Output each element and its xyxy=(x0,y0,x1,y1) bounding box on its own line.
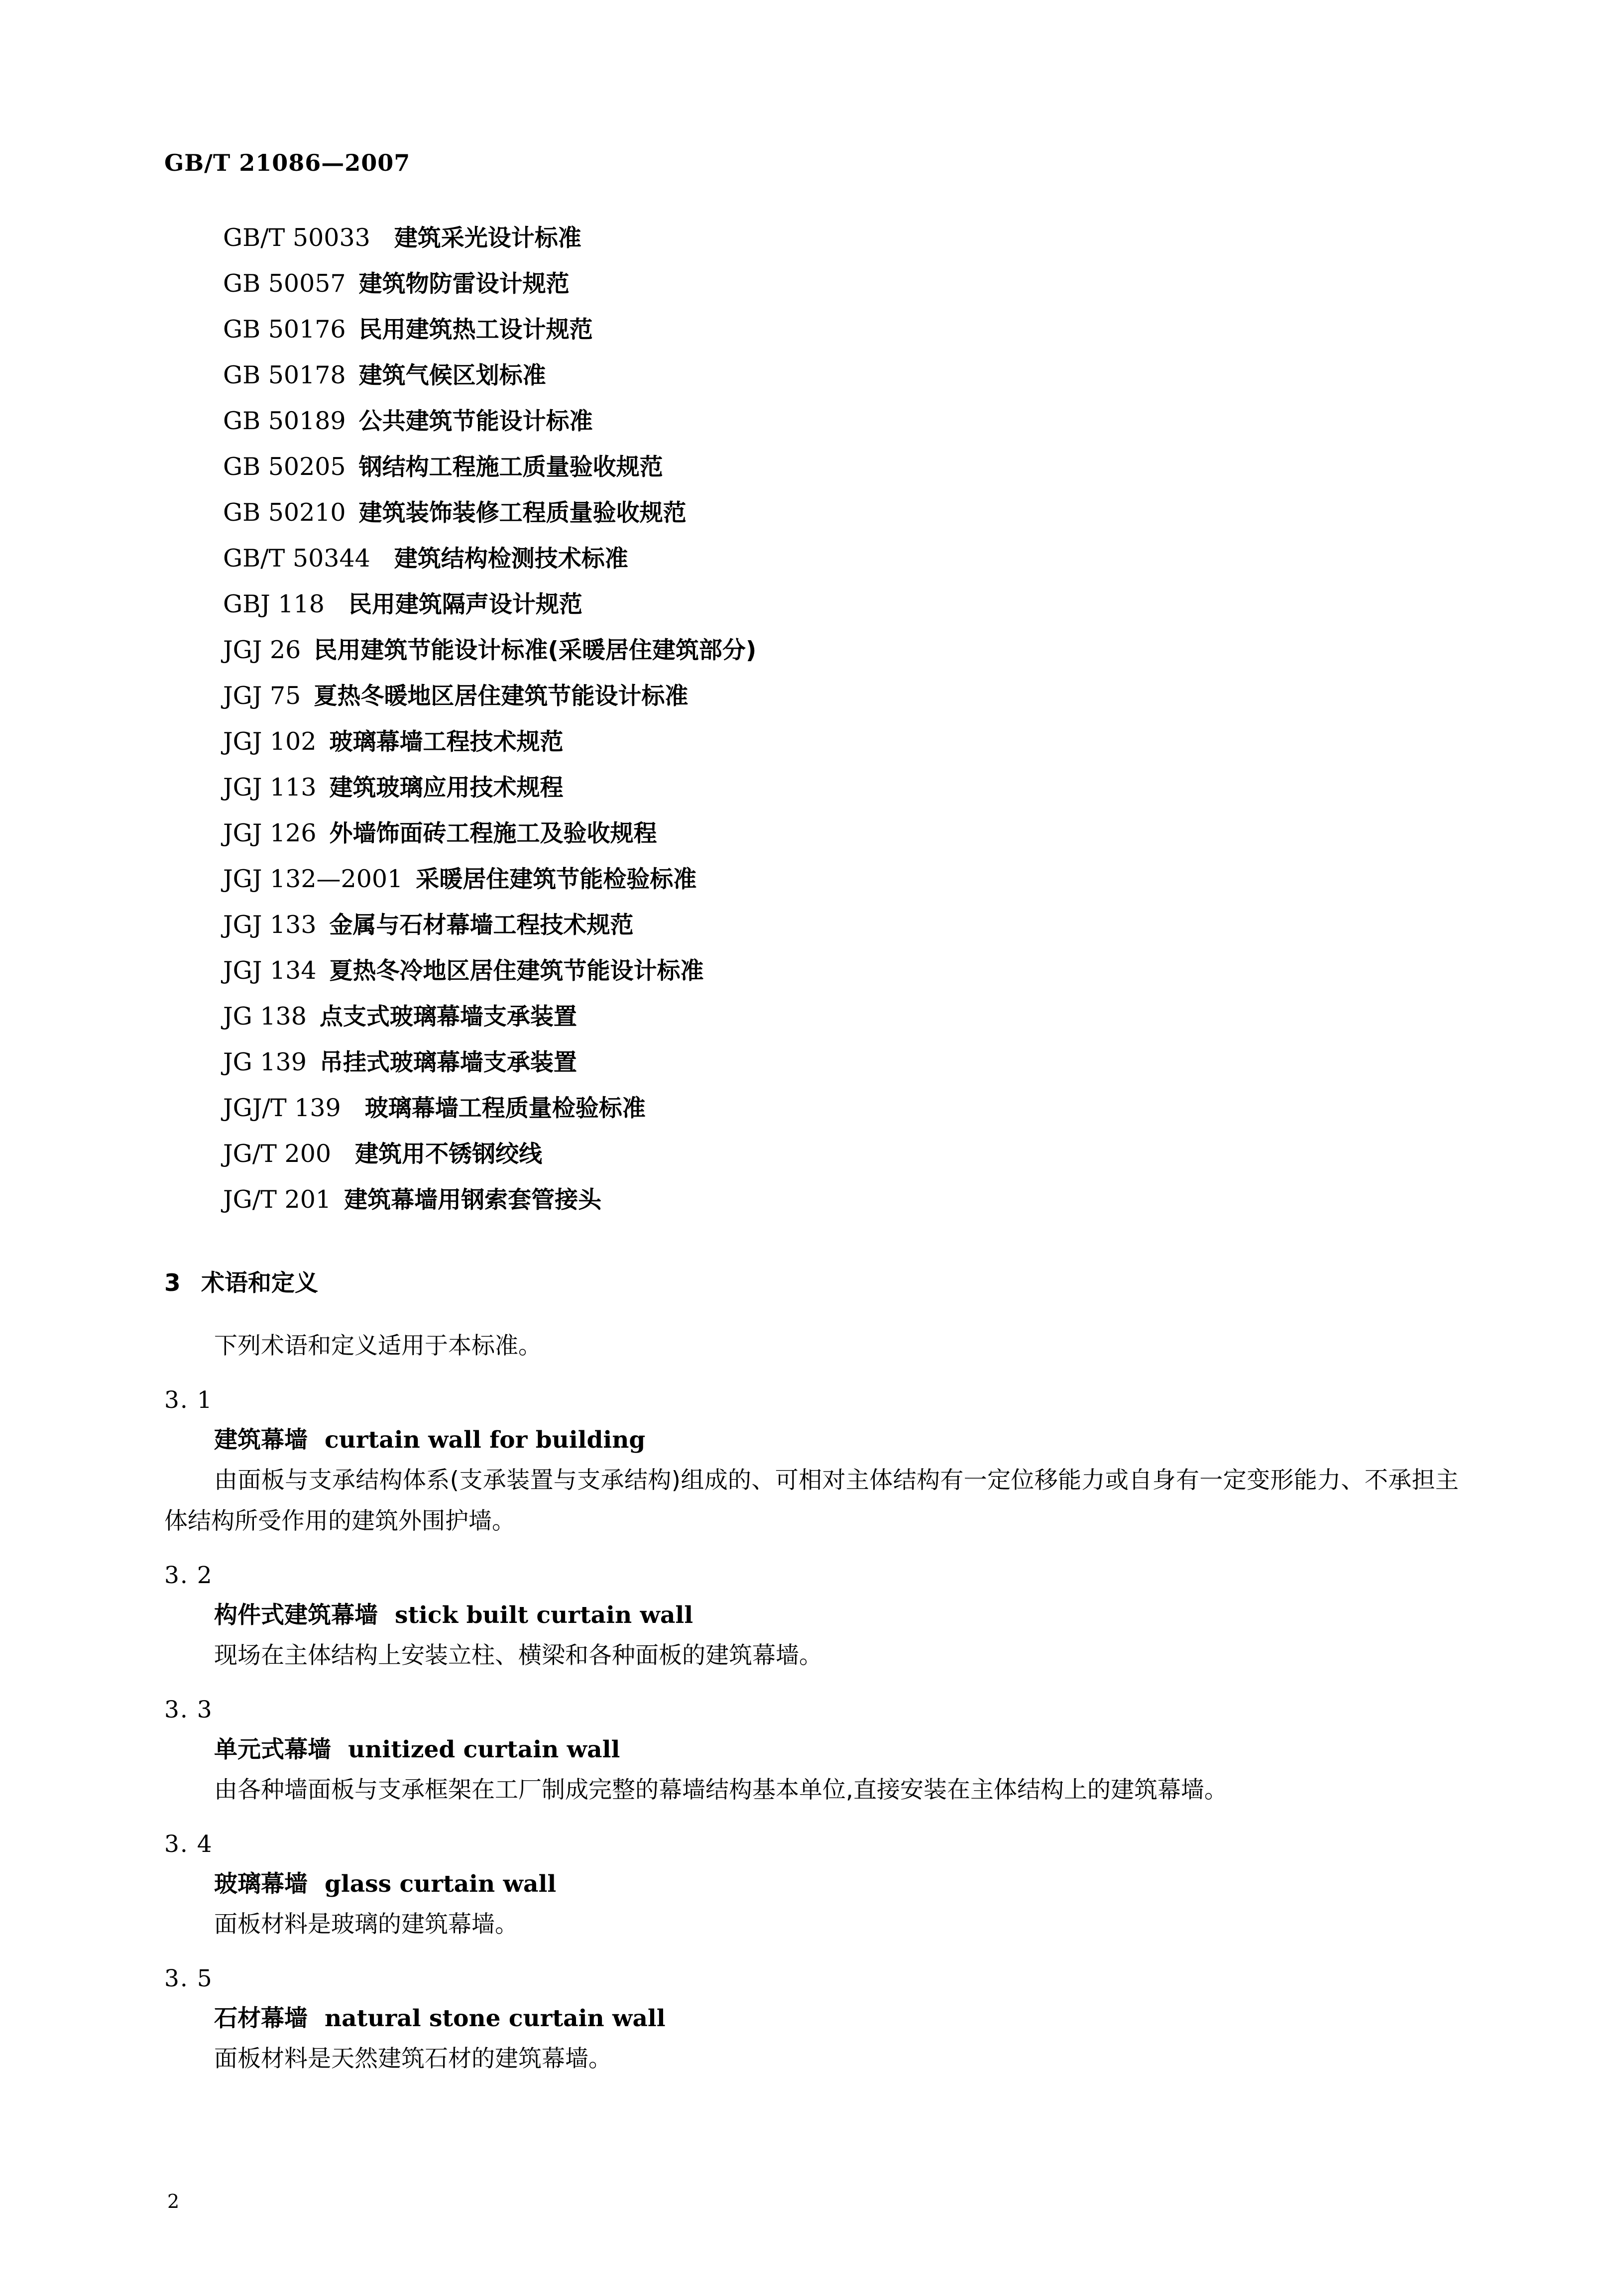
reference-title: 民用建筑隔声设计规范 xyxy=(348,591,582,618)
term-number: 3. 4 xyxy=(164,1831,213,1858)
clause-3-heading xyxy=(164,1264,1459,1298)
reference-title: 建筑气候区划标准 xyxy=(358,362,546,389)
reference-code: JGJ 133 xyxy=(223,911,317,939)
term-name-english: glass curtain wall xyxy=(325,1870,557,1898)
term-name-row xyxy=(164,1864,1459,1904)
term-definition-list xyxy=(164,1380,1459,2079)
reference-code: JGJ/T 139 xyxy=(223,1094,341,1122)
term-entry xyxy=(164,1556,1459,1676)
reference-title: 夏热冬冷地区居住建筑节能设计标准 xyxy=(329,957,704,985)
term-name-row xyxy=(164,1999,1459,2039)
normative-reference-item xyxy=(164,627,1459,673)
reference-title: 钢结构工程施工质量验收规范 xyxy=(358,454,663,481)
term-number: 3. 3 xyxy=(164,1696,213,1723)
reference-title: 建筑装饰装修工程质量验收规范 xyxy=(358,499,687,527)
reference-title: 建筑结构检测技术标准 xyxy=(394,545,628,573)
reference-title: 建筑用不锈钢绞线 xyxy=(355,1141,543,1168)
term-name-row xyxy=(164,1596,1459,1635)
normative-reference-item xyxy=(164,1085,1459,1131)
term-name-english: curtain wall for building xyxy=(325,1426,646,1454)
term-name-chinese: 单元式幕墙 xyxy=(214,1736,331,1763)
reference-code: JGJ 26 xyxy=(223,636,301,664)
reference-code: JGJ 126 xyxy=(223,819,317,847)
reference-code: JGJ 134 xyxy=(223,956,317,985)
term-name-english: stick built curtain wall xyxy=(395,1602,693,1629)
normative-reference-item xyxy=(164,536,1459,581)
normative-reference-item xyxy=(164,215,1459,261)
term-definition: 由面板与支承结构体系(支承装置与支承结构)组成的、可相对主体结构有一定位移能力或自身有一定变形能力、不承担主体结构所受作用的建筑外围护墙。 xyxy=(164,1467,1459,1535)
normative-reference-item xyxy=(164,261,1459,307)
reference-title: 金属与石材幕墙工程技术规范 xyxy=(329,912,634,939)
normative-reference-item xyxy=(164,1177,1459,1223)
clause-3-title: 术语和定义 xyxy=(201,1269,318,1297)
reference-title: 建筑物防雷设计规范 xyxy=(358,270,570,298)
normative-reference-item xyxy=(164,902,1459,948)
normative-reference-item xyxy=(164,581,1459,627)
reference-code: GBJ 118 xyxy=(223,590,325,618)
normative-reference-item xyxy=(164,994,1459,1039)
term-number: 3. 2 xyxy=(164,1562,213,1589)
normative-reference-item xyxy=(164,307,1459,352)
reference-code: JGJ 113 xyxy=(223,773,317,802)
term-definition: 面板材料是天然建筑石材的建筑幕墙。 xyxy=(214,2045,612,2072)
reference-code: GB/T 50344 xyxy=(223,544,370,573)
normative-reference-item xyxy=(164,1131,1459,1177)
term-name-chinese: 石材幕墙 xyxy=(214,2005,308,2032)
reference-code: JG 138 xyxy=(223,1002,307,1031)
term-entry xyxy=(164,1690,1459,1811)
reference-title: 民用建筑节能设计标准(采暖居住建筑部分) xyxy=(314,637,757,664)
term-name-row xyxy=(164,1420,1459,1460)
term-definition: 由各种墙面板与支承框架在工厂制成完整的幕墙结构基本单位,直接安装在主体结构上的建筑幕墙。 xyxy=(214,1776,1228,1804)
reference-code: GB 50176 xyxy=(223,315,346,344)
reference-code: GB 50189 xyxy=(223,407,346,435)
normative-reference-list xyxy=(164,215,1459,1223)
reference-code: GB 50178 xyxy=(223,361,346,389)
reference-code: JG/T 201 xyxy=(223,1185,332,1214)
reference-title: 建筑采光设计标准 xyxy=(394,225,581,252)
reference-title: 玻璃幕墙工程技术规范 xyxy=(329,728,564,756)
reference-title: 民用建筑热工设计规范 xyxy=(358,316,593,344)
term-entry xyxy=(164,1380,1459,1542)
reference-code: GB 50210 xyxy=(223,498,346,527)
normative-reference-item xyxy=(164,352,1459,398)
reference-code: JGJ 75 xyxy=(223,682,301,710)
page-content xyxy=(164,215,1459,2079)
clause-3-number: 3 xyxy=(164,1269,181,1297)
reference-title: 玻璃幕墙工程质量检验标准 xyxy=(364,1095,646,1122)
term-entry xyxy=(164,1959,1459,2079)
normative-reference-item xyxy=(164,765,1459,810)
reference-title: 建筑幕墙用钢索套管接头 xyxy=(344,1186,602,1214)
reference-title: 外墙饰面砖工程施工及验收规程 xyxy=(329,820,657,847)
reference-title: 夏热冬暖地区居住建筑节能设计标准 xyxy=(314,683,689,710)
normative-reference-item xyxy=(164,810,1459,856)
normative-reference-item xyxy=(164,948,1459,994)
term-number: 3. 5 xyxy=(164,1965,213,1992)
reference-code: GB/T 50033 xyxy=(223,224,370,252)
clause-3-lead-paragraph: 下列术语和定义适用于本标准。 xyxy=(214,1332,542,1360)
term-name-chinese: 构件式建筑幕墙 xyxy=(214,1602,378,1629)
term-definition: 面板材料是玻璃的建筑幕墙。 xyxy=(214,1911,518,1938)
reference-title: 建筑玻璃应用技术规程 xyxy=(329,774,564,802)
normative-reference-item xyxy=(164,444,1459,490)
reference-code: JGJ 132—2001 xyxy=(223,865,403,893)
term-definition: 现场在主体结构上安装立柱、横梁和各种面板的建筑幕墙。 xyxy=(214,1642,822,1669)
reference-title: 采暖居住建筑节能检验标准 xyxy=(416,866,697,893)
term-name-english: natural stone curtain wall xyxy=(325,2005,666,2032)
term-entry xyxy=(164,1825,1459,1945)
reference-code: JGJ 102 xyxy=(223,727,317,756)
term-number: 3. 1 xyxy=(164,1386,213,1414)
normative-reference-item xyxy=(164,398,1459,444)
term-name-row xyxy=(164,1730,1459,1770)
normative-reference-item xyxy=(164,490,1459,536)
reference-code: GB 50205 xyxy=(223,453,346,481)
term-name-chinese: 建筑幕墙 xyxy=(214,1426,308,1454)
term-name-english: unitized curtain wall xyxy=(348,1736,620,1763)
reference-code: JG 139 xyxy=(223,1048,307,1076)
term-name-chinese: 玻璃幕墙 xyxy=(214,1870,308,1898)
reference-title: 吊挂式玻璃幕墙支承装置 xyxy=(319,1049,577,1076)
reference-code: JG/T 200 xyxy=(223,1140,332,1168)
reference-code: GB 50057 xyxy=(223,269,346,298)
normative-reference-item xyxy=(164,1039,1459,1085)
reference-title: 点支式玻璃幕墙支承装置 xyxy=(319,1003,577,1031)
footer-page-number: 2 xyxy=(167,2190,180,2212)
normative-reference-item xyxy=(164,719,1459,765)
normative-reference-item xyxy=(164,673,1459,719)
running-header-standard-number: GB/T 21086—2007 xyxy=(164,149,411,176)
reference-title: 公共建筑节能设计标准 xyxy=(358,408,593,435)
normative-reference-item xyxy=(164,856,1459,902)
